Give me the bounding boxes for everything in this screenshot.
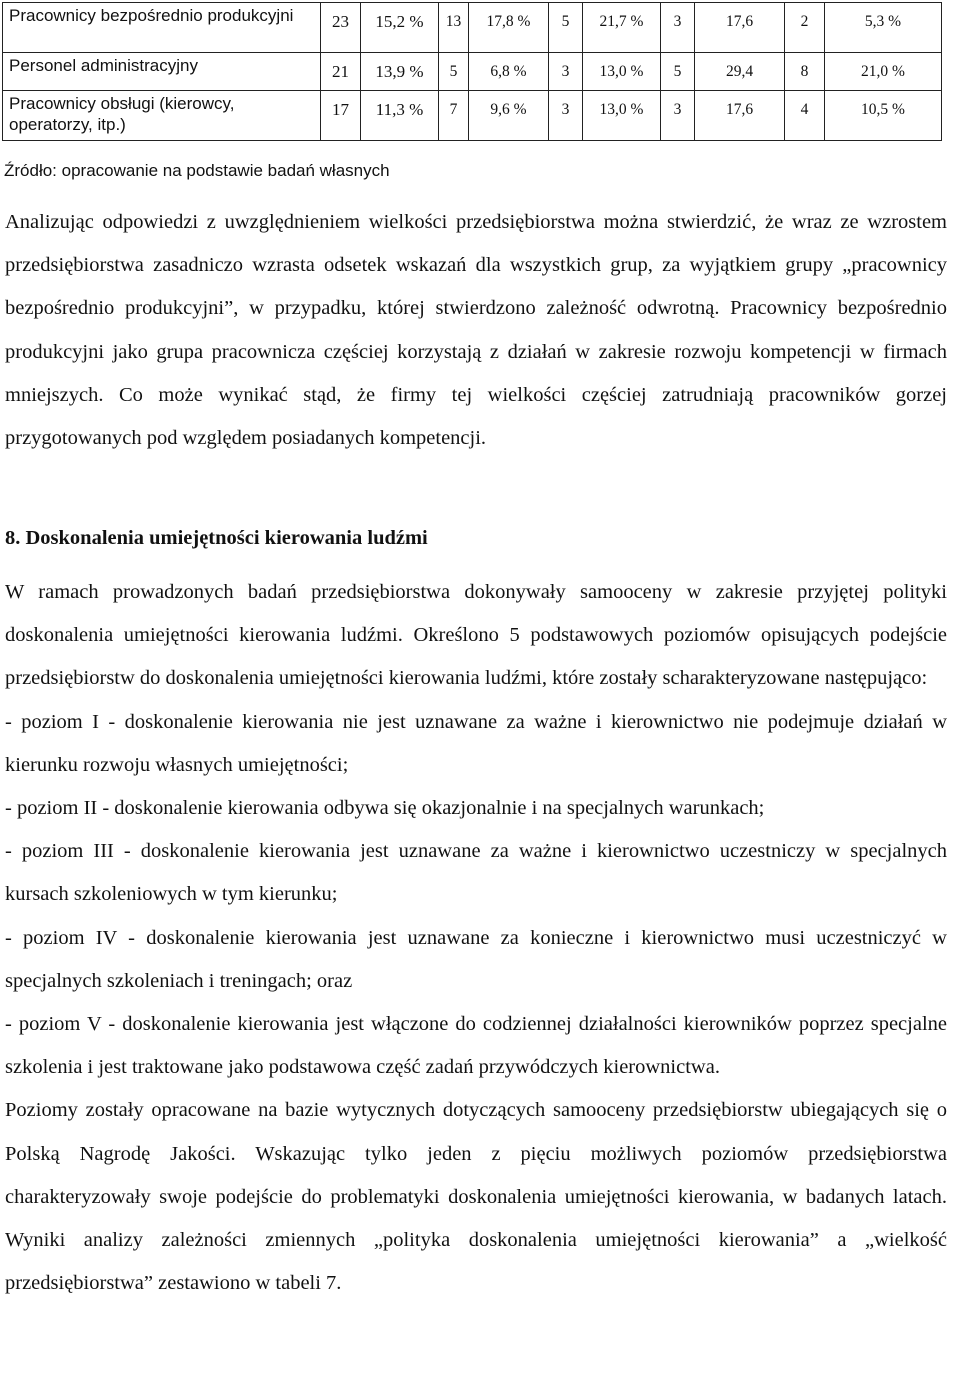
table-cell: 13,0 % [583, 53, 661, 91]
table-cell: 17 [321, 91, 361, 141]
table-cell: 21,7 % [583, 3, 661, 53]
table-cell: 8 [785, 53, 825, 91]
table-source-note: Źródło: opracowanie na podstawie badań własnych [4, 161, 390, 180]
paragraph-analysis: Analizując odpowiedzi z uwzględnieniem wielkości przedsiębiorstwa można stwierdzić, że wraz ze wzrostem przedsiębiorstwa zasadniczo wzrasta odsetek wskazań dla wszystkich grup, za wyjątkiem grupy „pracownicy bezpośrednio produkcyjni”, w przypadku, której stwierdzono zależność odwrotną. Pracownicy bezpośrednio produkcyjni jako grupa pracownicza częściej korzystają z działań w zakresie rozwoju kompetencji w firmach mniejszych. Co może wynikać stąd, że firmy tej wielkości częściej zatrudniają pracowników gorzej przygotowanych pod względem posiadanych kompetencji. [5, 211, 947, 450]
table-cell: 9,6 % [469, 91, 549, 141]
list-item-level-1: - poziom I - doskonalenie kierowania nie jest uznawane za ważne i kierownictwo nie podejmuje działań w kierunku rozwoju własnych umiejętności; [5, 710, 947, 776]
table-cell: 29,4 [695, 53, 785, 91]
table-cell: 21,0 % [825, 53, 942, 91]
table-cell: 10,5 % [825, 91, 942, 141]
table-cell: 4 [785, 91, 825, 141]
row-label: Pracownicy bezpośrednio produkcyjni [3, 3, 321, 53]
row-label: Personel administracyjny [3, 53, 321, 91]
table-cell: 13,0 % [583, 91, 661, 141]
list-item-level-5: - poziom V - doskonalenie kierowania jest włączone do codziennej działalności kierowników poprzez specjalne szkolenia i jest traktowane jako podstawowa część zadań przywódczych kierownictwa. [5, 1013, 947, 1079]
results-table [2, 2, 942, 141]
table-cell: 17,6 [695, 3, 785, 53]
table-cell: 6,8 % [469, 53, 549, 91]
table-cell: 15,2 % [361, 3, 439, 53]
table-cell: 3 [661, 3, 695, 53]
table-row [3, 53, 942, 91]
table-cell: 3 [661, 91, 695, 141]
table-cell: 13,9 % [361, 53, 439, 91]
section-body [5, 571, 947, 1305]
list-item-level-2: - poziom II - doskonalenie kierowania odbywa się okazjonalnie i na specjalnych warunkach; [5, 797, 765, 820]
table-row [3, 3, 942, 53]
table-cell: 3 [549, 91, 583, 141]
section-heading: 8. Doskonalenia umiejętności kierowania ludźmi [5, 527, 428, 549]
list-item-level-3: - poziom III - doskonalenie kierowania jest uznawane za ważne i kierownictwo uczestniczy w specjalnych kursach szkoleniowych w tym kierunku; [5, 840, 947, 906]
table-cell: 7 [439, 91, 469, 141]
table-cell: 13 [439, 3, 469, 53]
table-cell: 23 [321, 3, 361, 53]
table-cell: 5 [439, 53, 469, 91]
table-cell: 3 [549, 53, 583, 91]
table-cell: 5 [549, 3, 583, 53]
table-cell: 11,3 % [361, 91, 439, 141]
paragraph-intro: W ramach prowadzonych badań przedsiębiorstwa dokonywały samooceny w zakresie przyjętej polityki doskonalenia umiejętności kierowania ludźmi. Określono 5 podstawowych poziomów opisujących podejście przedsiębiorstw do doskonalenia umiejętności kierowania ludźmi, które zostały scharakteryzowane następująco: [5, 581, 947, 690]
table-cell: 2 [785, 3, 825, 53]
table-cell: 5 [661, 53, 695, 91]
list-item-level-4: - poziom IV - doskonalenie kierowania jest uznawane za konieczne i kierownictwo musi uczestniczyć w specjalnych szkoleniach i treningach; oraz [5, 926, 947, 992]
paragraph-conclusion: Poziomy zostały opracowane na bazie wytycznych dotyczących samooceny przedsiębiorstw ubiegających się o Polską Nagrodę Jakości. Wskazując tylko jeden z pięciu możliwych poziomów przedsiębiorstwa charakteryzowały swoje podejście do problematyki doskonalenia umiejętności kierowania, w badanych latach. Wyniki analizy zależności zmiennych „polityka doskonalenia umiejętności kierowania” a „wielkość przedsiębiorstwa” zestawiono w tabeli 7. [5, 1099, 947, 1295]
table-cell: 21 [321, 53, 361, 91]
row-label: Pracownicy obsługi (kierowcy, operatorzy, itp.) [3, 91, 321, 141]
table-row [3, 91, 942, 141]
table-cell: 17,6 [695, 91, 785, 141]
table-cell: 5,3 % [825, 3, 942, 53]
table-cell: 17,8 % [469, 3, 549, 53]
